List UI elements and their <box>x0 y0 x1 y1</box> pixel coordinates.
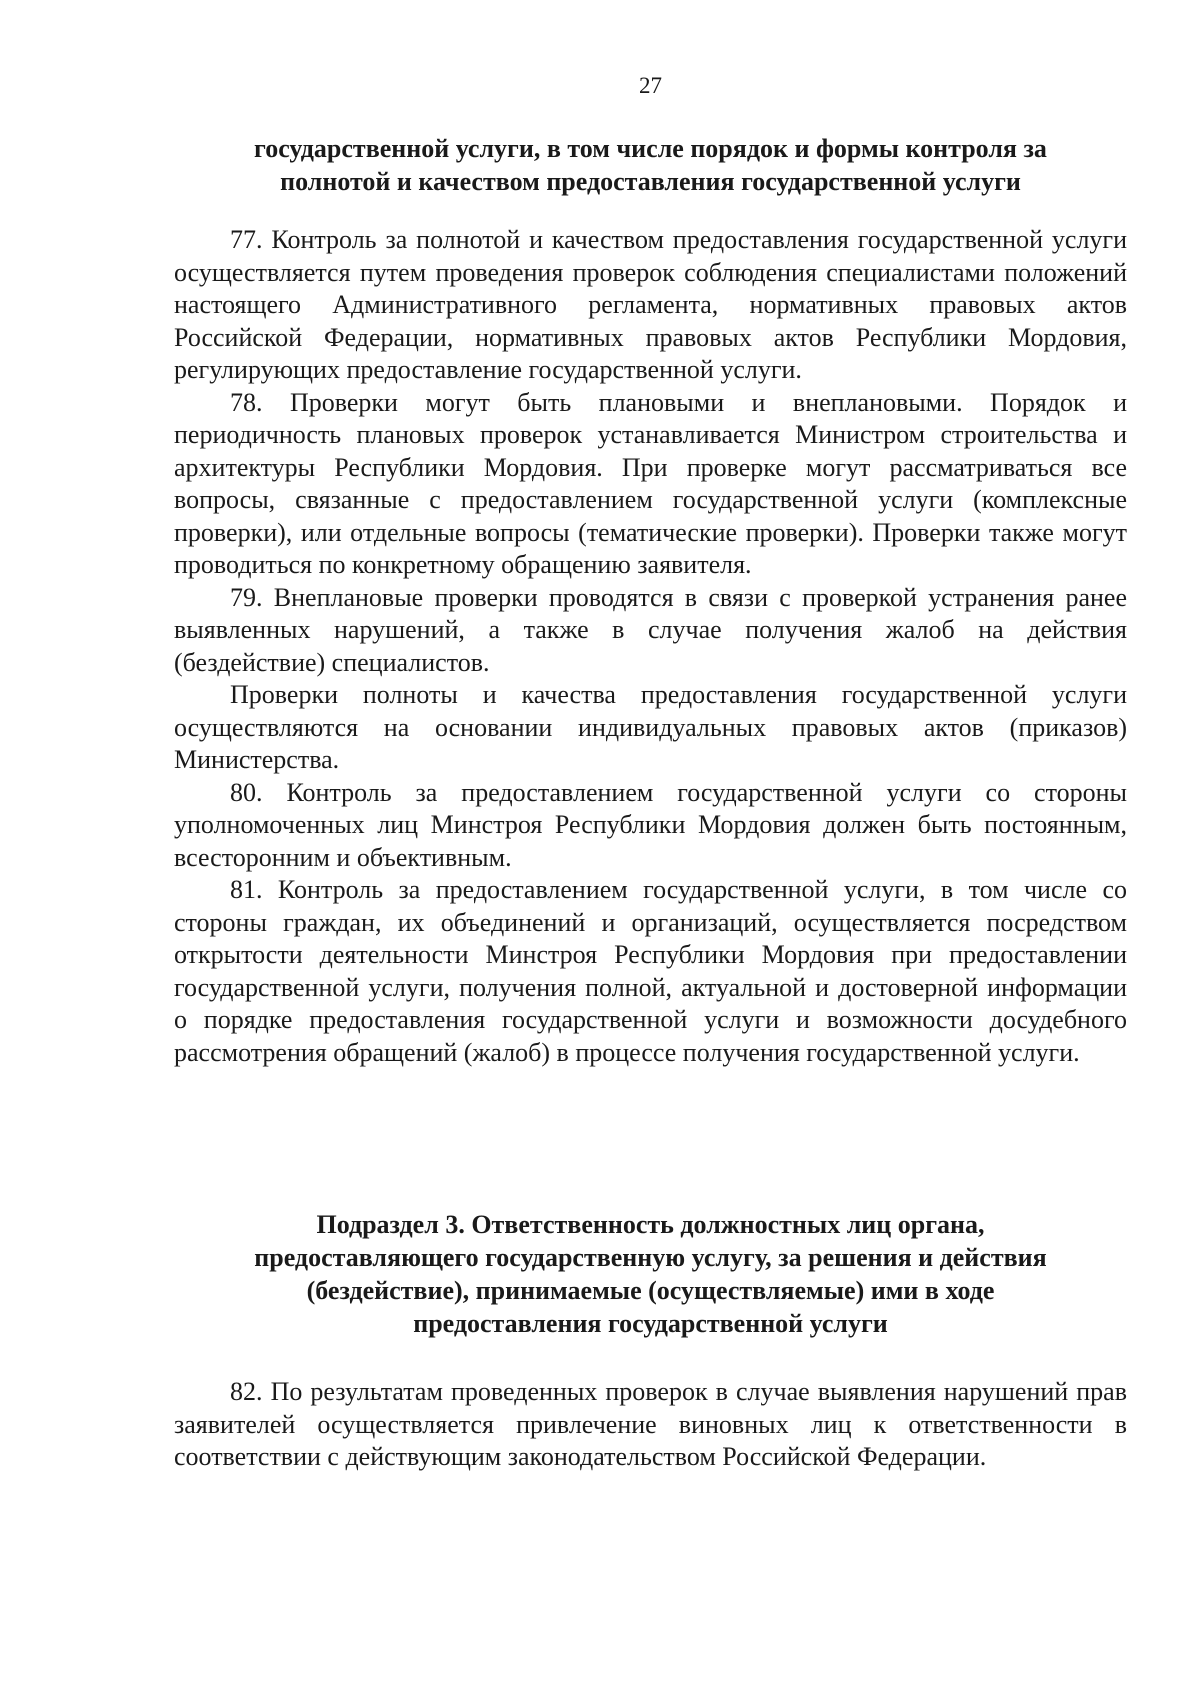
responsibility-paragraphs <box>174 1376 1127 1474</box>
heading-line: предоставляющего государственную услугу, за решения и действия <box>254 1243 1047 1272</box>
subsection-3-heading <box>174 1208 1127 1340</box>
paragraph-79-continued: Проверки полноты и качества предоставления государственной услуги осуществляются на основании индивидуальных правовых актов (приказов) Министерства. <box>174 680 1127 774</box>
heading-line: полнотой и качеством предоставления государственной услуги <box>280 167 1021 196</box>
control-paragraphs <box>174 224 1127 1069</box>
heading-line: Подраздел 3. Ответственность должностных лиц органа, <box>316 1210 985 1239</box>
page-number: 27 <box>639 73 662 98</box>
section-heading-continued <box>174 132 1127 198</box>
paragraph-80: 80. Контроль за предоставлением государственной услуги со стороны уполномоченных лиц Минстроя Республики Мордовия должен быть постоянным, всесторонним и объективным. <box>174 777 1127 872</box>
paragraph-82: 82. По результатам проведенных проверок в случае выявления нарушений прав заявителей осуществляется привлечение виновных лиц к ответственности в соответствии с действующим законодательством Российской Федерации. <box>174 1377 1127 1471</box>
heading-line: предоставления государственной услуги <box>413 1309 888 1338</box>
paragraph-78: 78. Проверки могут быть плановыми и внеплановыми. Порядок и периодичность плановых проверок устанавливается Министром строительства и архитектуры Республики Мордовия. При проверке могут рассматриваться все вопросы, связанные с предоставлением государственной услуги (комплексные проверки), или отдельные вопросы (тематические проверки). Проверки также могут проводиться по конкретному обращению заявителя. <box>174 387 1127 579</box>
heading-line: государственной услуги, в том числе порядок и формы контроля за <box>254 134 1047 163</box>
paragraph-79: 79. Внеплановые проверки проводятся в связи с проверкой устранения ранее выявленных нарушений, а также в случае получения жалоб на действия (бездействие) специалистов. <box>174 582 1127 677</box>
paragraph-81: 81. Контроль за предоставлением государственной услуги, в том числе со стороны граждан, их объединений и организаций, осуществляется посредством открытости деятельности Минстроя Республики Мордовия при предоставлении государственной услуги, получения полной, актуальной и достоверной информации о порядке предоставления государственной услуги и возможности досудебного рассмотрения обращений (жалоб) в процессе получения государственной услуги. <box>174 875 1127 1067</box>
paragraph-77: 77. Контроль за полнотой и качеством предоставления государственной услуги осуществляется путем проведения проверок соблюдения специалистами положений настоящего Административного регламента, нормативных правовых актов Российской Федерации, нормативных правовых актов Республики Мордовия, регулирующих предоставление государственной услуги. <box>174 225 1127 384</box>
heading-line: (бездействие), принимаемые (осуществляемые) ими в ходе <box>306 1276 995 1305</box>
